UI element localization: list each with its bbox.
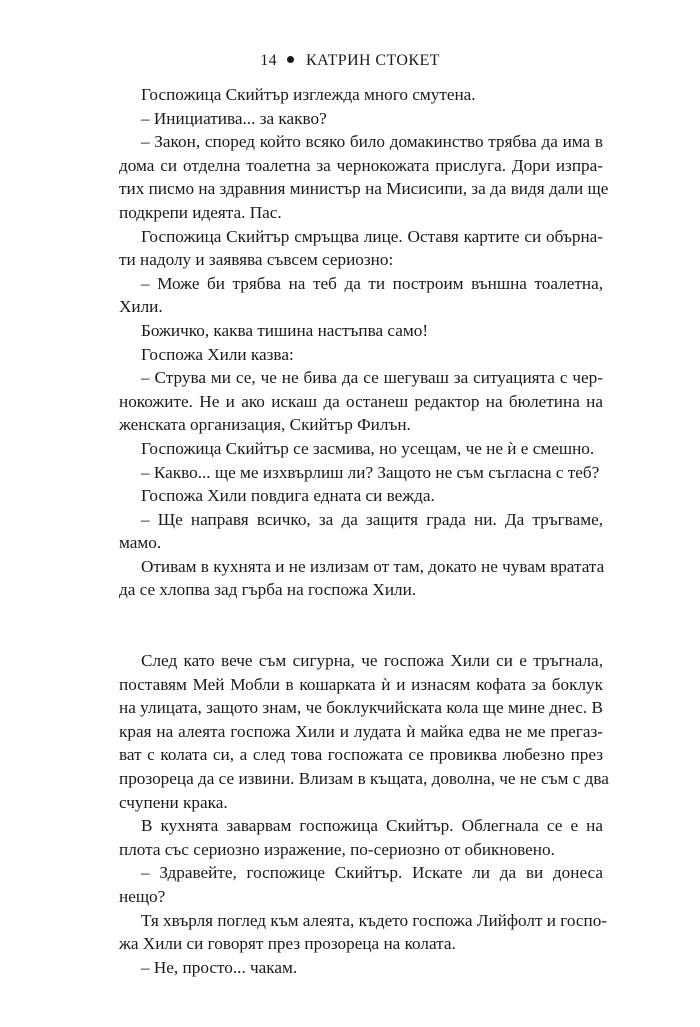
text-line: – Струва ми се, че не бива да се шегуваш за ситуацията с чер- [141,368,603,388]
text-line: да се хлопва зад гърба на госпожа Хили. [119,580,417,600]
text-line: В кухнята заварвам госпожица Скийтър. Облегнала се е на [141,816,603,836]
text-line: Отивам в кухнята и не излизам от там, докато не чувам вратата [141,556,605,576]
text-line: нокожите. Не и ако искаш да останеш редактор на бюлетина на [119,391,603,411]
text-line: жа Хили си говорят през прозореца на колата. [119,934,456,954]
text-line: След като вече съм сигурна, че госпожа Хили си е тръгнала, [141,651,603,671]
text-line: Госпожица Скийтър се засмива, но усещам, че не ѝ е смешно. [141,438,595,458]
text-line: подкрепи идеята. Пас. [119,202,282,222]
body-text [119,83,609,979]
text-line: Госпожа Хили повдига едната си вежда. [141,486,435,506]
text-line: – Не, просто... чакам. [141,957,298,977]
text-line: ват с колата си, а след това госпожата се провиква любезно през [119,745,603,765]
text-line: ти надолу и заявява съвсем сериозно: [119,250,394,270]
text-line: женската организация, Скийтър Филън. [119,415,411,435]
text-line: – Може би трябва на теб да ти построим външна тоалетна, [141,273,603,293]
running-header [0,51,700,71]
section-break [119,602,603,649]
text-line: плота със сериозно изражение, по-сериозно от обикновено. [119,839,555,859]
text-line: Госпожица Скийтър смръщва лице. Оставя картите си обърна- [141,226,603,246]
text-line: мамо. [119,533,162,553]
text-line: Тя хвърля поглед към алеята, където госпожа Лийфолт и госпо- [141,910,608,930]
text-line: Божичко, каква тишина настъпва само! [141,320,429,340]
text-line: края на алеята госпожа Хили и лудата ѝ майка едва не ме прегаз- [119,721,603,741]
text-line: тих писмо на здравния министър на Мисисипи, за да видя дали ще [119,179,609,199]
author-name: КАТРИН СТОКЕТ [306,52,440,69]
text-line: нещо? [119,887,166,906]
text-line: Госпожица Скийтър изглежда много смутена. [141,85,476,104]
text-line: прозореца да се извини. Влизам в къщата, доволна, че не съм с два [119,769,609,789]
text-line: на улицата, защото знам, че боклукчийската кола ще мине днес. В [119,698,603,718]
text-line: – Инициатива... за какво? [141,108,327,128]
bullet-separator-icon [287,56,294,63]
text-line: Хили. [119,297,163,317]
text-line: счупени крака. [119,792,228,812]
page-number: 14 [260,52,277,69]
text-line: поставям Мей Мобли в кошарката ѝ и изнасям кофата за боклук [119,674,603,694]
text-line: дома си отделна тоалетна за чернокожата прислуга. Дори изпра- [119,155,603,175]
text-line: – Здравейте, госпожице Скийтър. Искате ли да ви донеса [141,863,603,883]
text-line: – Какво... ще ме изхвърлиш ли? Защото не съм съгласна с теб? [141,462,600,482]
text-line: – Ще направя всичко, за да защитя града ни. Да тръгваме, [141,509,603,529]
text-line: – Закон, според който всяко било домакинство трябва да има в [141,132,603,152]
text-line: Госпожа Хили казва: [141,344,294,364]
